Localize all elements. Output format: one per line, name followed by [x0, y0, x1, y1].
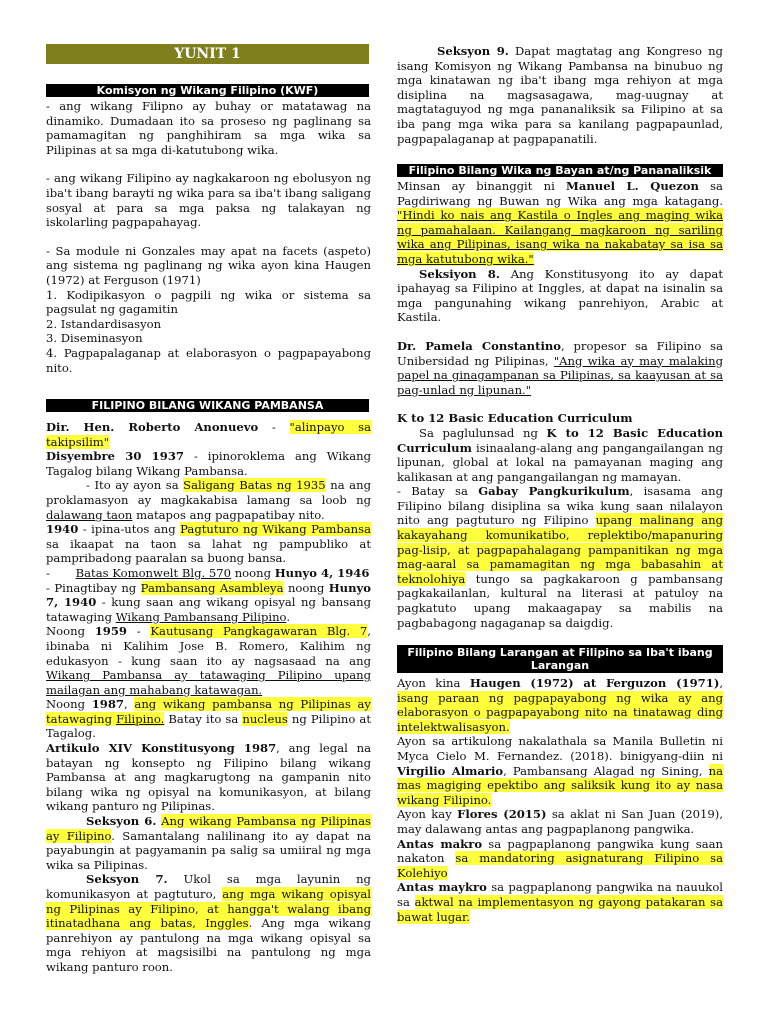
almario-paragraph: [397, 734, 723, 807]
seksyon-6-highlight: Ang wikang Pambansa ng Pilipinas ay Filipino: [46, 814, 371, 843]
quezon-paragraph: [397, 179, 723, 267]
artikulo-xiv-text: , ang legal na batayan ng konsepto ng Filipino bilang wikang Pambansa at ang magkarugtong na gampanin nito bilang wika ng opisyal na komunikasyon, at bilang wikang panturo ng Pilipinas.: [46, 741, 371, 814]
batas-date: Hunyo 4, 1946: [274, 565, 370, 580]
facet-item-3: 3. Diseminasyon: [46, 331, 143, 346]
pamela-name: Dr. Pamela Constantino: [397, 338, 562, 353]
makro-highlight: sa mandatoring asignaturang Filipino sa Kolehiyo: [397, 851, 723, 880]
pamela-mid: , propesor sa Filipino sa Unibersidad ng Pilipinas,: [397, 338, 723, 368]
y1959-mid: , ibinaba ni Kalihim Jose B. Romero, Kalihim ng edukasyon - kung saan ito ay nagsasaad na ang: [46, 624, 371, 668]
pamela-quote: "Ang wika ay may malaking papel na ginagampanan sa Pilipinas, sa kaayusan at sa pag-unlad ng lipunan.": [397, 353, 723, 397]
y1987-year: 1987: [91, 697, 124, 712]
dash: -: [258, 420, 290, 434]
seksyon-9-text: Dapat magtatag ang Kongreso ng isang Komisyon ng Wikang Pambansa na binubuo ng mga kinatawan ng iba't ibang mga rehiyon at mga disiplina na magsasagawa, mag-uugnay at magtataguyod ng mga pananaliksik sa Filipino at sa iba pang mga wika para sa kanilang pagpapaunlad, pagpapalaganap at pagpapanatili.: [397, 44, 723, 146]
pinagtibay-end: .: [286, 609, 291, 624]
pinagtibay-pre: - Pinagtibay ng: [46, 580, 141, 595]
anonuevo-name: Dir. Hen. Roberto Anonuevo: [46, 420, 259, 434]
pinagtibay-paragraph: [46, 581, 371, 625]
seksyon-7-paragraph: [46, 872, 371, 974]
maykro-title: Antas maykro: [397, 880, 487, 895]
k12-heading-text: K to 12 Basic Education Curriculum: [397, 411, 633, 426]
dalawang-taon-underline: dalawang taon: [46, 507, 133, 522]
haugen-highlight: isang paraan ng pagpapayabong ng wika ay ang elaborasyon o pagpapayabong nito na tinatawag ding intelektwalisasyon.: [397, 690, 723, 734]
y1940-post: sa ikaapat na taon sa lahat ng pampubliko at pampribadong paaralan sa buong bansa.: [46, 536, 371, 566]
facet-item-1: 1. Kodipikasyon o pagpili ng wika or sistema sa pagsulat ng gagamitin: [46, 287, 371, 317]
y1987-highlight: ang wikang pambansa ng Pilipinas ay tatawaging: [46, 697, 371, 726]
y1987-paragraph: [46, 697, 371, 741]
kwf-paragraph-3: - Sa module ni Gonzales may apat na facets (aspeto) ang sistema ng paglinang ng wika ayon kina Haugen (1972) at Ferguson (1971): [46, 243, 371, 287]
y1959-pre: Noong: [46, 624, 95, 639]
gabay-post: tungo sa pagkakaroon g pambansang pagkakailanlan, kultural na literasi at patuloy na pagkatuto upang makaagapay sa mabilis na pagbabagong nagaganap sa daigdig.: [397, 571, 723, 630]
seksiyon-8-paragraph: [397, 267, 723, 325]
y1987-post: ng Pilipino at Tagalog.: [46, 711, 371, 741]
artikulo-xiv-title: Artikulo XIV Konstitusyong 1987: [46, 741, 277, 756]
kautusang-highlight: Kautusang Pangkagawaran Blg. 7: [150, 624, 368, 639]
kwf-section: [46, 99, 371, 375]
k12-paragraph: [397, 426, 723, 484]
wikang-pambansang-pilipino-underline: Wikang Pambansang Pilipino: [115, 609, 287, 624]
quezon-name: Manuel L. Quezon: [565, 179, 699, 193]
haugen-comma: ,: [719, 676, 723, 690]
maykro-pre: sa pagpaplanong pangwika na nauukol sa: [397, 880, 724, 909]
seksiyon-8-title: Seksiyon 8.: [419, 266, 500, 281]
quezon-pre: Minsan ay binanggit ni: [397, 179, 566, 193]
saligang-mid: na ang proklamasyon ay magkakabisa lamang sa loob ng: [46, 478, 371, 507]
bulletin-text: Ayon sa artikulong nakalathala sa Manila Bulletin ni Myca Cielo M. Fernandez. (2018). binigyang-diin ni: [397, 734, 723, 763]
y1959-underline: Wikang Pambansa ay tatawaging Pilipino upang mailagan ang mahabang katawagan.: [46, 668, 371, 697]
fbwb-section: [397, 179, 723, 630]
filipino-highlight: Filipino.: [116, 711, 165, 726]
artikulo-xiv-paragraph: [46, 741, 371, 814]
makro-title: Antas makro: [397, 836, 483, 851]
kwf-paragraph-2: - ang wikang Filipino ay nagkakaroon ng ebolusyon ng iba't ibang barayti ng wika para sa iba't ibang saligang sosyal at para sa mga paksa ng talakayan ng iskolarling pagpapahayag.: [46, 171, 371, 230]
quezon-quote: "Hindi ko nais ang Kastila o Ingles ang maging wika ng pamahalaan. Kailangang magkaroon ng sariling wika ang Pilipinas, isang wika na nakabatay sa isa sa mga katutubong wika.": [397, 208, 723, 266]
k12-heading: [397, 411, 723, 426]
saligang-post: matapos ang pagpapatibay nito.: [132, 507, 325, 522]
seksyon-7-post: . Ang mga wikang panrehiyon ay pantulong na mga wikang opisyal sa mga rehiyon at magsisilbi na pantulong ng mga wikang panturo roon.: [46, 916, 371, 974]
fbl-heading: Filipino Bilang Larangan at Filipino sa Iba't ibang Larangan: [397, 645, 723, 673]
batas-mid: noong: [231, 565, 275, 580]
flores-post: sa aklat ni San Juan (2019), may dalawang antas ang pagpaplanong pangwika.: [397, 807, 724, 836]
batas-komonwelt-line: [46, 566, 371, 581]
kwf-heading: Komisyon ng Wikang Filipino (KWF): [46, 84, 369, 97]
seksyon-6-title: Seksyon 6.: [86, 814, 157, 829]
dec-1937-date: Disyembre 30 1937: [46, 449, 184, 464]
flores-pre: Ayon kay: [397, 807, 458, 822]
k12-bold: K to 12 Basic Education Curriculum: [397, 425, 723, 455]
pamela-paragraph: [397, 339, 723, 397]
asambleya-highlight: Pambansang Asambleya: [140, 580, 284, 595]
quezon-mid: sa Pagdiriwang ng Buwan ng Wika ang mga katagang.: [397, 179, 723, 208]
seksyon-9-title: Seksyon 9.: [437, 44, 509, 58]
maykro-paragraph: [397, 880, 723, 924]
y1959-year: 1959: [94, 624, 128, 639]
seksyon-6-paragraph: [46, 814, 371, 872]
k12-post: isinaalang-alang ang pangangailangan ng lipunan, global at lokal na pamayanan maging ang kalikasan at ang pangangailangan ng mamayan.: [397, 440, 723, 484]
seksyon-9-paragraph: [397, 44, 723, 146]
flores-name: Flores (2015): [457, 807, 547, 822]
anonuevo-line: [46, 420, 371, 449]
gabay-pre: - Batay sa: [397, 484, 479, 499]
nucleus-highlight: nucleus: [242, 711, 288, 726]
gabay-bold: Gabay Pangkurikulum: [478, 484, 630, 499]
pinagtibay-date: Hunyo 7, 1940: [46, 580, 372, 610]
kwf-paragraph-1: - ang wikang Filipno ay buhay or matatawag na dinamiko. Dumadaan ito sa proseso ng paglinang sa pamamagitan ng panghihiram sa mga wika sa Pilipinas at sa mga di-katutubong wika.: [46, 99, 371, 157]
haugen-paragraph: [397, 676, 723, 734]
haugen-bold: Haugen (1972) at Ferguzon (1971): [469, 676, 720, 690]
y1940-pre: - ipina-utos ang: [78, 522, 181, 537]
pinagtibay-post: - kung saan ang wikang opisyal ng bansang tatawaging: [46, 595, 371, 624]
gabay-paragraph: [397, 484, 723, 630]
saligang-batas-paragraph: [46, 478, 371, 522]
makro-paragraph: [397, 837, 723, 881]
almario-mid: , Pambansang Alagad ng Sining,: [503, 763, 709, 778]
saligang-pre: - Ito ay ayon sa: [86, 478, 184, 493]
y1987-mid: Batay ito sa: [164, 711, 243, 726]
saligang-batas-highlight: Saligang Batas ng 1935: [183, 478, 326, 493]
y1940-highlight: Pagtuturo ng Wikang Pambansa: [180, 522, 371, 537]
y1940-paragraph: [46, 522, 371, 566]
dec-1937-paragraph: [46, 449, 371, 478]
gabay-highlight: upang malinang ang kakayahang komunikatibo, replektibo/mapanuring pag-lisip, at pagpapahalagang pampanitikan ng mga mag-aaral sa pamamagitan ng mga babasahin at teknolohiya: [397, 513, 723, 586]
fbwb-heading: Filipino Bilang Wika ng Bayan at/ng Pananaliksik: [397, 164, 723, 177]
haugen-pre: Ayon kina: [397, 676, 470, 690]
facet-item-2: 2. Istandardisasyon: [46, 316, 162, 331]
batas-pre: -: [46, 565, 54, 580]
anonuevo-quote: "alinpayo sa takipsilim": [46, 420, 372, 449]
flores-paragraph: [397, 807, 723, 836]
y1959-dash: -: [127, 624, 151, 639]
almario-name: Virgilio Almario: [397, 763, 504, 778]
fbwp-section: [46, 420, 371, 975]
y1987-pre: Noong: [46, 697, 92, 712]
pinagtibay-mid: noong: [283, 580, 329, 595]
seksyon-7-title: Seksyon 7.: [86, 872, 168, 887]
y1940-year: 1940: [46, 522, 79, 537]
fbwp-heading: FILIPINO BILANG WIKANG PAMBANSA: [46, 399, 369, 412]
y1987-comma: ,: [124, 697, 135, 712]
seksyon-7-highlight: ang mga wikang opisyal ng Pilipinas ay Filipino, at hangga't walang ibang itinatadhana ang batas, Inggles: [46, 887, 371, 931]
seksyon-6-text: . Samantalang nalilinang ito ay dapat na payabungin at pagyamanin pa salig sa umiiral ng mga wika sa Pilipinas.: [46, 828, 371, 872]
seksyon-9-section: [397, 44, 723, 146]
seksyon-7-pre: Ukol sa mga layunin ng komunikasyon at pagtuturo,: [46, 872, 371, 901]
makro-pre: sa pagpaplanong pangwika kung saan nakaton: [397, 836, 723, 866]
dec-1937-text: - ipinoroklema ang Wikang Tagalog bilang Wikang Pambansa.: [46, 449, 371, 478]
almario-highlight: na mas magiging epektibo ang saliksik kung ito ay nasa wikang Filipino.: [397, 763, 723, 807]
gabay-mid: , isasama ang Filipino bilang disiplina sa wika kung saan nilalayon nito ang pagtuturo ng Filipino: [397, 484, 723, 528]
seksiyon-8-text: Ang Konstitusyong ito ay dapat ipahayag sa Filipino at Inggles, at dapat na isinalin sa mga pangunahing wikang panrehiyon, Arabic at Kastila.: [397, 266, 723, 325]
k12-pre: Sa paglulunsad ng: [419, 425, 547, 440]
batas-komonwelt-underline: Batas Komonwelt Blg. 570: [75, 565, 232, 580]
fbl-section: [397, 676, 723, 924]
maykro-highlight: aktwal na implementasyon ng gayong patakaran sa bawat lugar.: [397, 894, 723, 924]
facet-item-4: 4. Pagpapalaganap at elaborasyon o pagpapayabong nito.: [46, 345, 371, 375]
unit-title: YUNIT 1: [46, 44, 369, 64]
y1959-paragraph: [46, 624, 371, 697]
